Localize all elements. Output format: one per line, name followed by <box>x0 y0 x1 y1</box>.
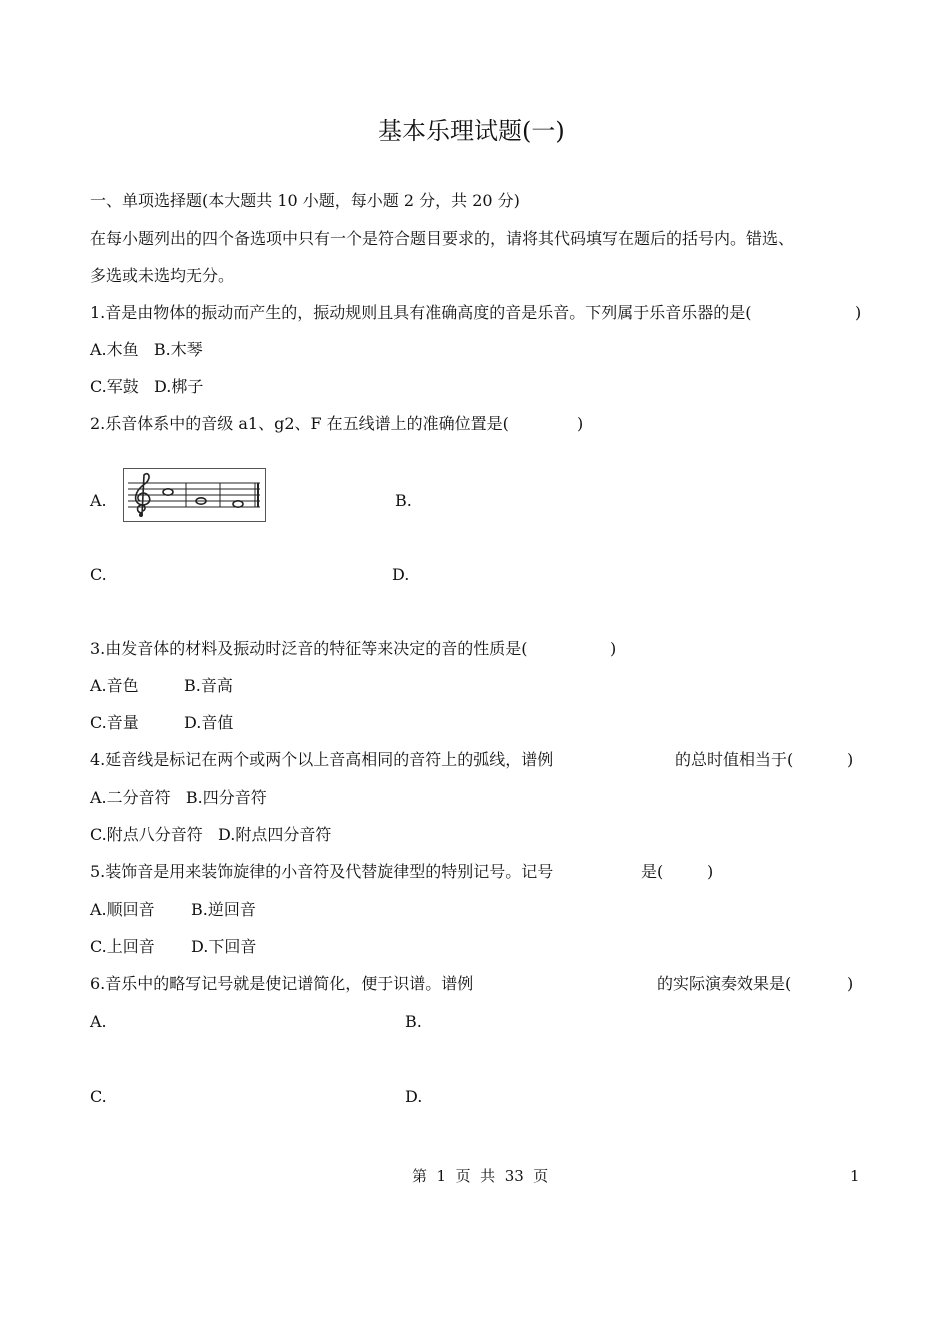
section-heading: 一、单项选择题(本大题共 10 小题，每小题 2 分，共 20 分) <box>90 191 520 210</box>
staff-notation-image <box>123 468 266 522</box>
question-1-options-line-1: A.木鱼 B.木琴 <box>90 340 203 359</box>
instruction-line-1: 在每小题列出的四个备选项中只有一个是符合题目要求的，请将其代码填写在题后的括号内。错选、 <box>90 229 795 248</box>
question-3-option-d: D.音值 <box>184 713 234 732</box>
question-6-option-b: B. <box>405 1012 422 1031</box>
question-4-blank: ) <box>847 750 854 769</box>
question-5-stem-b: 是( <box>641 862 664 881</box>
treble-clef-staff-icon <box>124 469 265 521</box>
question-4-stem-b: 的总时值相当于( <box>675 750 794 769</box>
question-3-blank: ) <box>610 639 617 658</box>
question-6-option-c: C. <box>90 1087 107 1106</box>
question-5-option-a: A.顺回音 <box>90 900 155 919</box>
question-2-option-b: B. <box>395 491 412 510</box>
question-2-stem: 2.乐音体系中的音级 a1、g2、F 在五线谱上的准确位置是( <box>90 414 509 433</box>
instruction-line-2: 多选或未选均无分。 <box>90 266 235 285</box>
question-6-option-d: D. <box>405 1087 423 1106</box>
question-3-option-b: B.音高 <box>184 676 233 695</box>
question-2-option-d: D. <box>392 565 410 584</box>
question-6-option-a: A. <box>90 1012 107 1031</box>
question-5-option-d: D.下回音 <box>191 937 257 956</box>
question-5-option-c: C.上回音 <box>90 937 155 956</box>
question-5-option-b: B.逆回音 <box>191 900 256 919</box>
question-4-stem-a: 4.延音线是标记在两个或两个以上音高相同的音符上的弧线，谱例 <box>90 750 554 769</box>
question-6-stem-a: 6.音乐中的略写记号就是使记谱简化，便于识谱。谱例 <box>90 974 474 993</box>
page-title: 基本乐理试题(一) <box>378 117 565 145</box>
question-1-stem: 1.音是由物体的振动而产生的，振动规则且具有准确高度的音是乐音。下列属于乐音乐器的是( <box>90 303 752 322</box>
question-1-options-line-2: C.军鼓 D.梆子 <box>90 377 204 396</box>
page-footer-info: 第 1 页 共 33 页 <box>412 1167 549 1185</box>
question-3-option-a: A.音色 <box>90 676 139 695</box>
question-2-blank: ) <box>577 414 584 433</box>
question-6-blank: ) <box>847 974 854 993</box>
page-number: 1 <box>850 1167 860 1185</box>
question-3-option-c: C.音量 <box>90 713 139 732</box>
question-5-stem-a: 5.装饰音是用来装饰旋律的小音符及代替旋律型的特别记号。记号 <box>90 862 554 881</box>
question-6-stem-b: 的实际演奏效果是( <box>657 974 792 993</box>
question-4-options-line-1: A.二分音符 B.四分音符 <box>90 788 267 807</box>
question-2-option-c: C. <box>90 565 107 584</box>
question-3-stem: 3.由发音体的材料及振动时泛音的特征等来决定的音的性质是( <box>90 639 528 658</box>
question-1-blank: ) <box>855 303 862 322</box>
question-4-options-line-2: C.附点八分音符 D.附点四分音符 <box>90 825 332 844</box>
question-5-blank: ) <box>707 862 714 881</box>
question-2-option-a: A. <box>90 491 107 510</box>
